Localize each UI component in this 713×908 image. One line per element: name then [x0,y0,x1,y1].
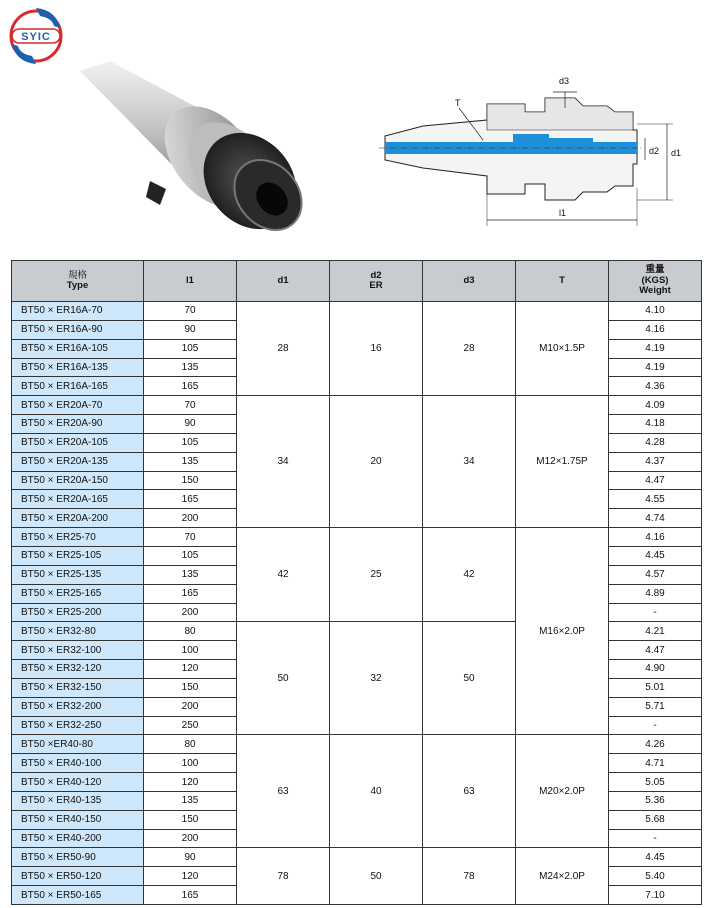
cell-l1: 200 [144,509,237,528]
cell-type: BT50 × ER50-165 [12,886,144,905]
cell-thread: M24×2.0P [516,848,609,905]
cell-type: BT50 × ER25-200 [12,603,144,622]
label-d2: d2 [649,146,660,156]
cell-type: BT50 × ER20A-165 [12,490,144,509]
cell-type: BT50 × ER20A-150 [12,471,144,490]
cell-type: BT50 × ER50-90 [12,848,144,867]
cell-l1: 100 [144,641,237,660]
header-T: T [516,261,609,302]
header-l1: l1 [144,261,237,302]
cell-l1: 120 [144,867,237,886]
cell-l1: 80 [144,735,237,754]
cell-d3: 34 [423,396,516,528]
cell-weight: 5.01 [609,678,702,697]
cell-type: BT50 × ER16A-165 [12,377,144,396]
cell-type: BT50 × ER16A-70 [12,302,144,321]
cell-l1: 165 [144,377,237,396]
cell-d2: 20 [330,396,423,528]
cell-weight: 4.57 [609,565,702,584]
cell-l1: 90 [144,415,237,434]
cell-type: BT50 × ER32-250 [12,716,144,735]
cell-l1: 105 [144,433,237,452]
cell-type: BT50 × ER32-80 [12,622,144,641]
cell-d1: 28 [237,302,330,396]
cell-weight: 4.09 [609,396,702,415]
cell-weight: 4.89 [609,584,702,603]
cell-l1: 200 [144,829,237,848]
label-T: T [455,98,461,108]
cell-weight: 4.19 [609,339,702,358]
cell-type: BT50 × ER50-120 [12,867,144,886]
cell-weight: 4.36 [609,377,702,396]
cell-d2: 50 [330,848,423,905]
cell-weight: 4.90 [609,660,702,679]
cell-l1: 90 [144,320,237,339]
cell-weight: 4.37 [609,452,702,471]
cell-d2: 32 [330,622,423,735]
cell-d2: 25 [330,528,423,622]
cell-type: BT50 × ER20A-105 [12,433,144,452]
cell-weight: 4.28 [609,433,702,452]
cell-d3: 28 [423,302,516,396]
cell-l1: 250 [144,716,237,735]
cell-l1: 135 [144,791,237,810]
cell-l1: 135 [144,452,237,471]
cell-l1: 150 [144,810,237,829]
cell-type: BT50 × ER20A-135 [12,452,144,471]
cell-weight: 4.10 [609,302,702,321]
cell-d1: 34 [237,396,330,528]
cell-l1: 165 [144,886,237,905]
technical-drawing [375,68,695,233]
syic-logo [6,6,66,66]
table-row [12,396,702,415]
cell-type: BT50 × ER40-150 [12,810,144,829]
cell-type: BT50 × ER16A-105 [12,339,144,358]
table-row [12,848,702,867]
cell-weight: 4.47 [609,641,702,660]
cell-type: BT50 × ER40-100 [12,754,144,773]
cell-weight: 4.45 [609,848,702,867]
cell-l1: 70 [144,302,237,321]
cell-l1: 120 [144,773,237,792]
cell-weight: 4.71 [609,754,702,773]
cell-type: BT50 × ER20A-90 [12,415,144,434]
table-header-row [12,261,702,302]
cell-type: BT50 × ER32-200 [12,697,144,716]
cell-weight: 5.71 [609,697,702,716]
cell-weight: 4.74 [609,509,702,528]
cell-type: BT50 × ER25-105 [12,546,144,565]
header-type: 規格 Type [12,261,144,302]
cell-d2: 40 [330,735,423,848]
cell-l1: 200 [144,697,237,716]
cell-l1: 135 [144,358,237,377]
cell-weight: - [609,829,702,848]
spec-table [11,260,702,905]
table-row [12,735,702,754]
cell-weight: - [609,716,702,735]
cell-d3: 42 [423,528,516,622]
cell-weight: 4.45 [609,546,702,565]
cell-d1: 63 [237,735,330,848]
cell-weight: 4.55 [609,490,702,509]
cell-type: BT50 × ER25-165 [12,584,144,603]
table-row [12,302,702,321]
cell-l1: 150 [144,678,237,697]
cell-type: BT50 × ER25-70 [12,528,144,547]
table-row [12,528,702,547]
cell-thread: M12×1.75P [516,396,609,528]
cell-type: BT50 ×ER40-80 [12,735,144,754]
cell-type: BT50 × ER40-200 [12,829,144,848]
cell-weight: 7.10 [609,886,702,905]
logo-text: SYIC [21,31,51,43]
cell-l1: 90 [144,848,237,867]
label-l1: l1 [559,208,567,218]
cell-d3: 63 [423,735,516,848]
cell-weight: 5.40 [609,867,702,886]
cell-l1: 100 [144,754,237,773]
cell-weight: 5.36 [609,791,702,810]
cell-weight: 4.18 [609,415,702,434]
cell-l1: 135 [144,565,237,584]
cell-type: BT50 × ER16A-135 [12,358,144,377]
cell-weight: 4.16 [609,528,702,547]
cell-type: BT50 × ER40-135 [12,791,144,810]
label-d1: d1 [671,148,682,158]
cell-type: BT50 × ER40-120 [12,773,144,792]
cell-l1: 165 [144,584,237,603]
cell-d3: 50 [423,622,516,735]
cell-l1: 120 [144,660,237,679]
cell-l1: 200 [144,603,237,622]
label-d3: d3 [559,76,570,86]
cell-d2: 16 [330,302,423,396]
cell-weight: 4.47 [609,471,702,490]
cell-weight: 4.26 [609,735,702,754]
cell-d1: 50 [237,622,330,735]
cell-l1: 165 [144,490,237,509]
cell-l1: 70 [144,528,237,547]
cell-weight: - [609,603,702,622]
header-d1: d1 [237,261,330,302]
cell-d3: 78 [423,848,516,905]
cell-d1: 78 [237,848,330,905]
cell-type: BT50 × ER32-150 [12,678,144,697]
cell-weight: 4.21 [609,622,702,641]
header-d3: d3 [423,261,516,302]
tool-holder-photo [62,55,324,245]
cell-l1: 80 [144,622,237,641]
cell-type: BT50 × ER32-100 [12,641,144,660]
cell-type: BT50 × ER32-120 [12,660,144,679]
cell-thread: M10×1.5P [516,302,609,396]
cell-weight: 5.68 [609,810,702,829]
cell-l1: 105 [144,546,237,565]
cell-weight: 4.16 [609,320,702,339]
cell-weight: 5.05 [609,773,702,792]
cell-thread: M20×2.0P [516,735,609,848]
cell-l1: 70 [144,396,237,415]
cell-l1: 150 [144,471,237,490]
cell-type: BT50 × ER25-135 [12,565,144,584]
header-d2: d2 ER [330,261,423,302]
cell-d1: 42 [237,528,330,622]
header-weight: 重量 (KGS) Weight [609,261,702,302]
cell-type: BT50 × ER16A-90 [12,320,144,339]
cell-l1: 105 [144,339,237,358]
cell-type: BT50 × ER20A-70 [12,396,144,415]
cell-thread: M16×2.0P [516,528,609,735]
cell-type: BT50 × ER20A-200 [12,509,144,528]
cell-weight: 4.19 [609,358,702,377]
